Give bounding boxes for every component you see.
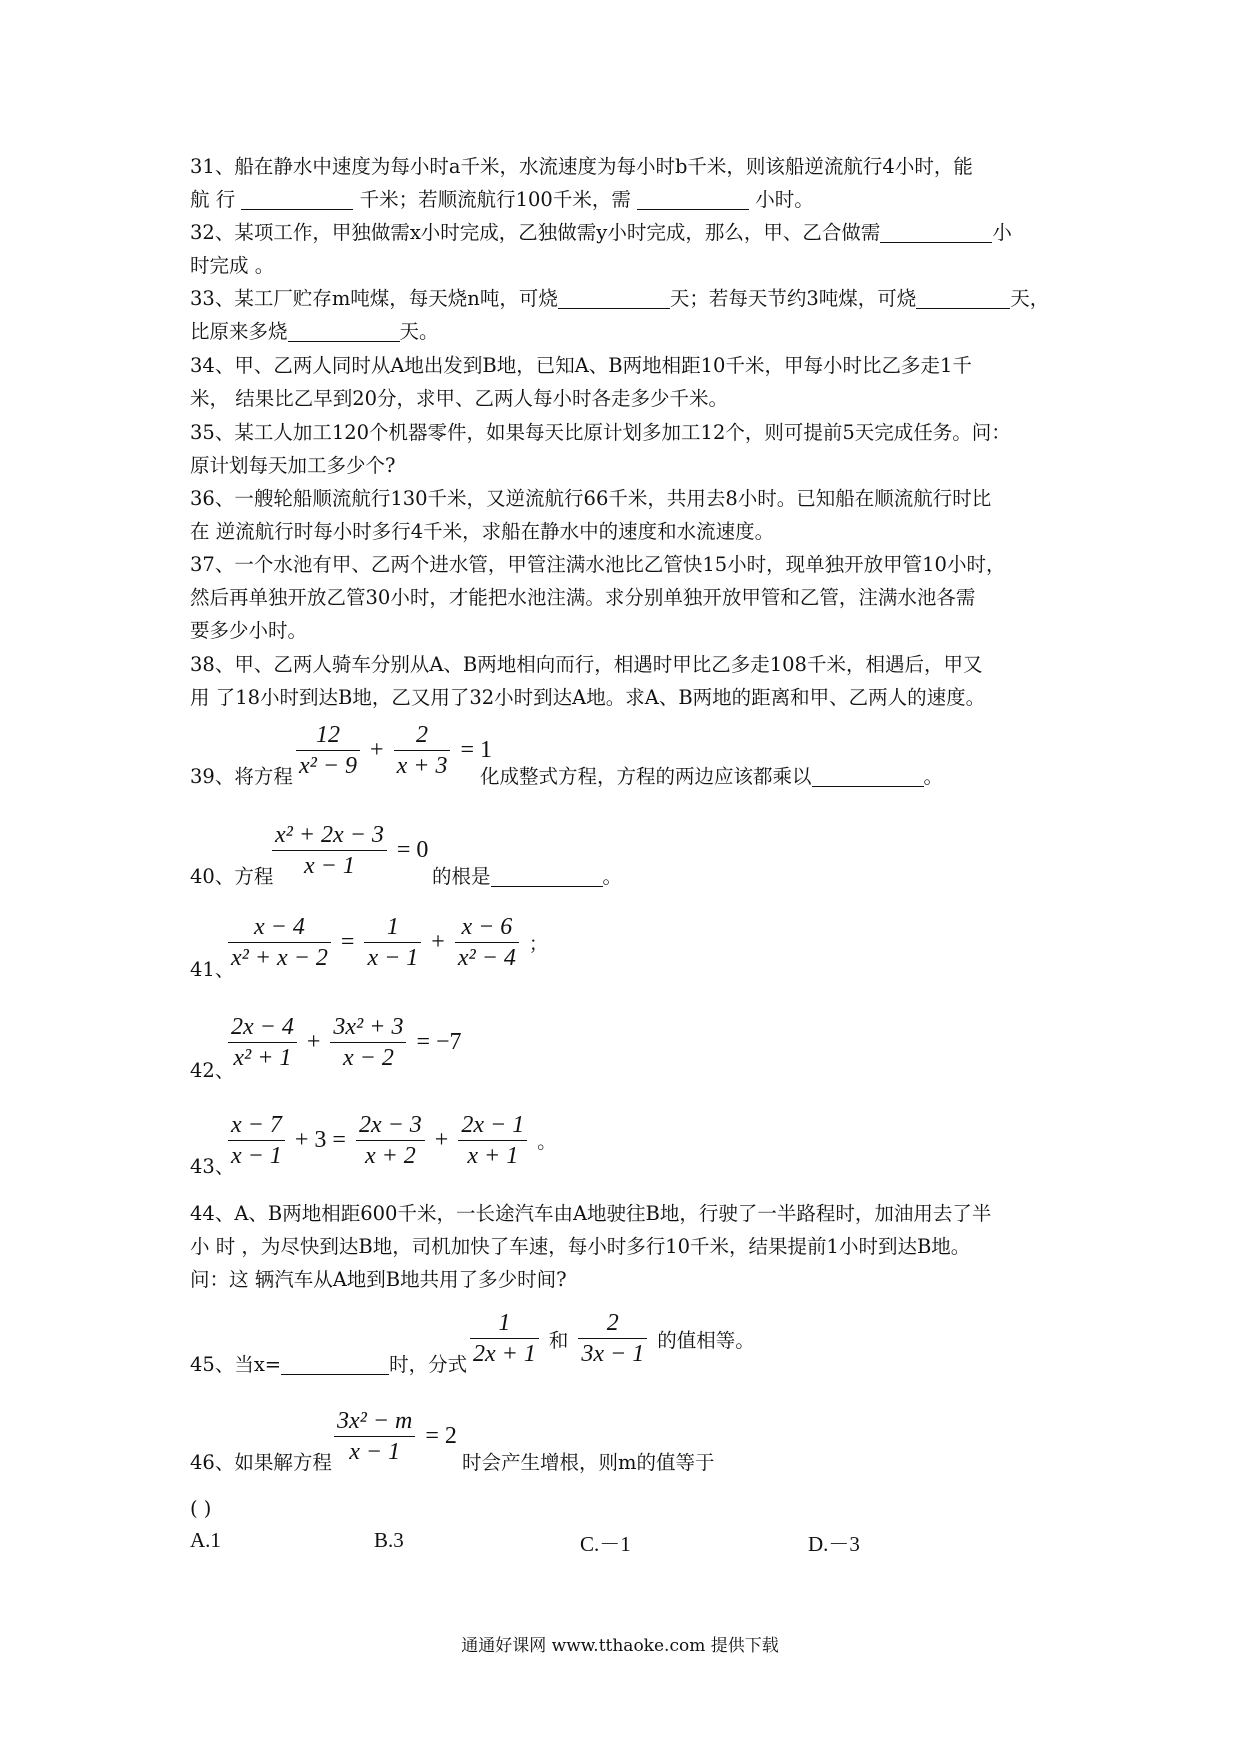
denominator: x + 1: [467, 1143, 519, 1169]
numerator: 2x − 1: [461, 1112, 525, 1138]
problem-39-end: 。: [923, 765, 944, 788]
fraction: [334, 1406, 415, 1467]
denominator: x − 1: [304, 853, 355, 879]
problem-33-text-a: 33、某工厂贮存m吨煤，每天烧n吨，可烧: [190, 287, 558, 310]
problem-31-text-c: 千米；若顺流航行100千米，需: [359, 188, 631, 211]
equation-40: [272, 820, 432, 881]
problem-45-label: 45、当x=: [190, 1353, 282, 1376]
problem-37-line2: 然后再单独开放乙管30小时，才能把水池注满。求分别单独开放甲管和乙管，注满水池各需: [190, 586, 976, 609]
problem-40-label: 40、方程: [190, 865, 274, 888]
numerator: 2x − 4: [231, 1014, 294, 1040]
problem-33-text-c: 天，: [1010, 287, 1050, 310]
problem-31-text-d: 小时。: [755, 188, 814, 211]
fraction: [394, 720, 451, 781]
problem-32: [190, 216, 1060, 282]
numerator: 2: [606, 1310, 619, 1336]
answer-parentheses[interactable]: ( ): [190, 1497, 212, 1520]
numerator: x − 6: [461, 914, 513, 940]
denominator: x + 3: [396, 753, 448, 779]
equation-41: [228, 912, 552, 973]
answer-blank[interactable]: [241, 187, 353, 210]
problem-31: [190, 150, 1060, 216]
numerator: x − 7: [231, 1112, 282, 1138]
equation-46: [334, 1406, 461, 1467]
answer-blank[interactable]: [288, 319, 400, 342]
problem-45: [190, 1350, 467, 1380]
answer-blank[interactable]: [812, 764, 924, 787]
problem-38-line1: 38、甲、乙两人骑车分别从A、B两地相向而行，相遇时甲比乙多走108千米，相遇后，甲又: [190, 653, 983, 676]
problem-39-text: [480, 762, 943, 792]
equation-39: [296, 720, 496, 781]
fraction: [296, 720, 360, 781]
problem-44-line3: 问：这 辆汽车从A地到B地共用了多少时间?: [190, 1268, 567, 1291]
answer-blank[interactable]: [281, 1352, 389, 1375]
page-footer: 通通好课网 www.tthaoke.com 提供下载: [461, 1636, 779, 1656]
problem-42-label: 42、: [190, 1059, 235, 1082]
denominator: 2x + 1: [473, 1341, 536, 1367]
fraction: [356, 1110, 425, 1171]
problem-40-text: [432, 862, 622, 892]
denominator: x − 1: [349, 1439, 401, 1465]
option-a[interactable]: A.1: [190, 1528, 221, 1552]
fraction: [228, 1012, 297, 1073]
problem-36: [190, 482, 1060, 548]
numerator: 3x² − m: [337, 1408, 413, 1434]
problem-39-label: 39、将方程: [190, 765, 293, 788]
equation-45: [470, 1308, 759, 1369]
operator: +: [306, 1029, 321, 1055]
denominator: x² + 1: [233, 1045, 292, 1071]
denominator: x² + x − 2: [231, 945, 328, 971]
fraction: [470, 1308, 539, 1369]
problem-34-line2: 米， 结果比乙早到20分，求甲、乙两人每小时各走多少千米。: [190, 387, 729, 410]
numerator: 1: [386, 914, 399, 940]
problem-40-end: 。: [602, 865, 623, 888]
fraction: [364, 912, 421, 973]
problem-41-label: 41、: [190, 958, 235, 981]
fraction: [272, 820, 387, 881]
equation-rhs: = 1: [460, 737, 492, 763]
fraction: [578, 1308, 647, 1369]
problem-32-line2: 时完成 。: [190, 254, 275, 277]
problem-33-line2: [190, 315, 1060, 348]
equation-43: [228, 1110, 560, 1171]
option-c[interactable]: C.－1: [580, 1532, 631, 1556]
fraction: [228, 1110, 285, 1171]
problem-33-line1: [190, 282, 1060, 315]
numerator: 2x − 3: [358, 1112, 422, 1138]
denominator: x − 2: [343, 1045, 394, 1071]
problem-46-text: 时会产生增根，则m的值等于: [462, 1451, 715, 1474]
problem-45-end: 的值相等。: [657, 1328, 755, 1352]
answer-blank[interactable]: [916, 286, 1010, 309]
equation-rhs: = −7: [416, 1029, 462, 1055]
fraction: [458, 1110, 527, 1171]
numerator: x² + 2x − 3: [275, 822, 384, 848]
option-b[interactable]: B.3: [374, 1528, 404, 1552]
operator: +: [370, 737, 384, 763]
denominator: x + 2: [364, 1143, 416, 1169]
problem-38-line2: 用 了18小时到达B地，乙又用了32小时到达A地。求A、B两地的距离和甲、乙两人的速度。: [190, 686, 986, 709]
numerator: 1: [498, 1310, 511, 1336]
numerator: x − 4: [254, 914, 305, 940]
problem-32-text-b: 小: [992, 221, 1012, 244]
fraction: [455, 912, 519, 973]
numerator: 3x² + 3: [333, 1014, 404, 1040]
problem-45-text: 时，分式: [389, 1353, 468, 1376]
numerator: 12: [316, 722, 341, 748]
equation-42: [228, 1012, 466, 1073]
problem-36-line1: 36、一艘轮船顺流航行130千米，又逆流航行66千米，共用去8小时。已知船在顺流航行时比: [190, 487, 992, 510]
denominator: x² − 4: [457, 945, 516, 971]
answer-blank[interactable]: [491, 864, 603, 887]
problem-31-line2: [190, 183, 1060, 216]
operator: +: [431, 929, 445, 955]
problem-37: [190, 548, 1060, 647]
problem-37-line1: 37、一个水池有甲、乙两个进水管，甲管注满水池比乙管快15小时，现单独开放甲管10小时，: [190, 553, 1006, 576]
denominator: x − 1: [231, 1143, 282, 1169]
answer-blank[interactable]: [880, 220, 992, 243]
problem-31-line1: 31、船在静水中速度为每小时a千米，水流速度为每小时b千米，则该船逆流航行4小时，能: [190, 155, 973, 178]
problem-35: [190, 416, 1060, 482]
problem-33-text-e: 天。: [399, 320, 439, 343]
problem-34: [190, 349, 1060, 415]
problem-39-instruction: 化成整式方程，方程的两边应该都乘以: [480, 765, 812, 788]
problem-31-text-b: 航 行: [190, 188, 236, 211]
problem-46-label: 46、如果解方程: [190, 1451, 332, 1474]
answer-blank[interactable]: [558, 286, 670, 309]
conjunction-text: 和: [548, 1328, 569, 1352]
problem-35-line2: 原计划每天加工多少个?: [190, 454, 396, 477]
denominator: x² − 9: [299, 753, 358, 779]
fraction: [330, 1012, 406, 1073]
problem-37-line3: 要多少小时。: [190, 619, 308, 642]
numerator: 2: [416, 722, 429, 748]
problem-41-end: ；: [528, 934, 548, 955]
answer-blank[interactable]: [637, 187, 749, 210]
problem-33: [190, 282, 1060, 348]
equals-sign: =: [340, 929, 355, 955]
problem-44: [190, 1197, 1060, 1296]
problem-44-line2: 小 时 ，为尽快到达B地，司机加快了车速，每小时多行10千米，结果提前1小时到达B地。: [190, 1235, 971, 1258]
problem-35-line1: 35、某工人加工120个机器零件，如果每天比原计划多加工12个，则可提前5天完成任务。问：: [190, 421, 1011, 444]
equation-rhs: = 0: [396, 837, 429, 863]
problem-44-line1: 44、A、B两地相距600千米，一长途汽车由A地驶往B地，行驶了一半路程时，加油用去了半: [190, 1202, 992, 1225]
problem-34-line1: 34、甲、乙两人同时从A地出发到B地，已知A、B两地相距10千米，甲每小时比乙多走1千: [190, 354, 972, 377]
problem-32-text-a: 32、某项工作，甲独做需x小时完成，乙独做需y小时完成，那么，甲、乙合做需: [190, 221, 881, 244]
problem-38: [190, 648, 1060, 714]
denominator: x − 1: [367, 945, 419, 971]
option-d[interactable]: D.－3: [808, 1532, 860, 1556]
problem-43-end: 。: [537, 1132, 557, 1153]
fraction: [228, 912, 331, 973]
denominator: 3x − 1: [581, 1341, 645, 1367]
operator: + 3 =: [294, 1127, 346, 1153]
problem-33-text-d: 比原来多烧: [190, 320, 288, 343]
problem-36-line2: 在 逆流航行时每小时多行4千米，求船在静水中的速度和水流速度。: [190, 520, 775, 543]
problem-43-label: 43、: [190, 1155, 235, 1178]
equation-rhs: = 2: [425, 1423, 457, 1449]
operator: +: [434, 1127, 449, 1153]
problem-33-text-b: 天；若每天节约3吨煤，可烧: [669, 287, 917, 310]
problem-40-instruction: 的根是: [432, 865, 491, 888]
problem-32-line1: [190, 216, 1060, 249]
